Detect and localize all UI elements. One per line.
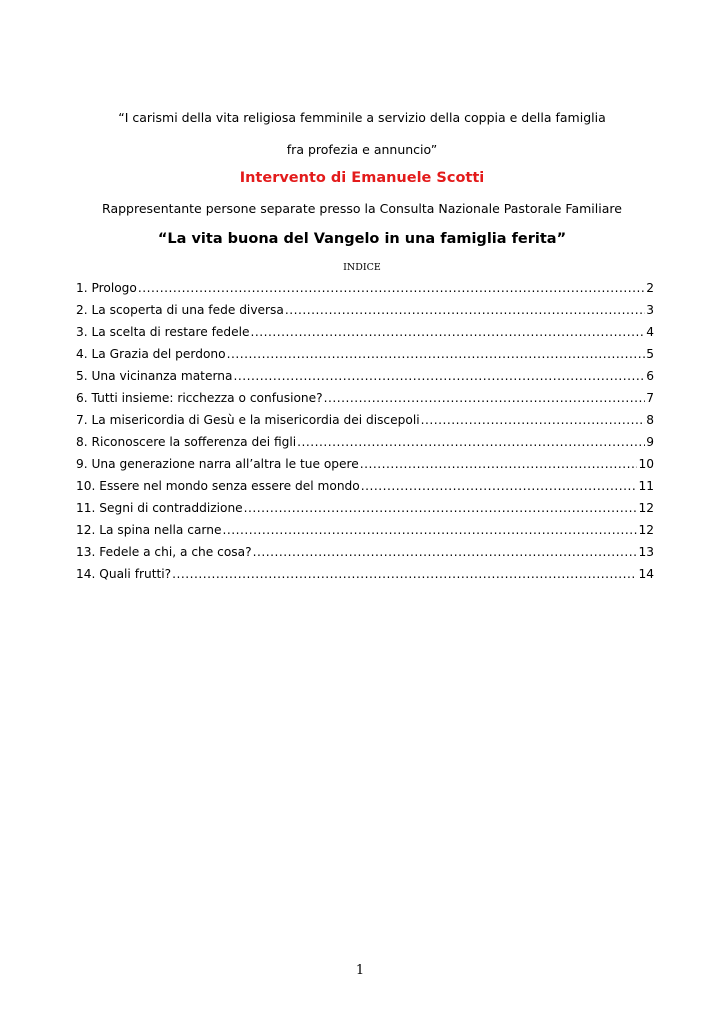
toc-leader-dots: [324, 391, 646, 405]
toc-entry-page: 14: [638, 567, 654, 581]
toc-entry[interactable]: [76, 435, 654, 457]
toc-entry-label: 12. La spina nella carne: [76, 523, 222, 537]
page-number: 1: [355, 963, 365, 978]
toc-entry-label: 2. La scoperta di una fede diversa: [76, 303, 284, 317]
toc-entry[interactable]: [76, 501, 654, 523]
toc-leader-dots: [222, 523, 637, 537]
toc-entry-label: 8. Riconoscere la sofferenza dei figli: [76, 435, 297, 449]
toc-leader-dots: [360, 457, 638, 471]
toc-entry[interactable]: [76, 523, 654, 545]
toc-entry-label: 11. Segni di contraddizione: [76, 501, 243, 515]
toc-entry-label: 5. Una vicinanza materna: [76, 369, 233, 383]
toc-entry-label: 4. La Grazia del perdono: [76, 347, 226, 361]
toc-entry-page: 5: [646, 347, 654, 361]
toc-entry-page: 11: [638, 479, 654, 493]
toc-entry[interactable]: [76, 325, 654, 347]
conference-title-line-1: “I carismi della vita religiosa femminile a servizio della coppia e della famiglia: [118, 110, 606, 125]
toc-leader-dots: [227, 347, 646, 361]
toc-entry-page: 10: [638, 457, 654, 471]
toc-leader-dots: [172, 567, 637, 581]
toc-entry-page: 9: [646, 435, 654, 449]
toc-leader-dots: [253, 545, 638, 559]
toc-entry-page: 2: [646, 281, 654, 295]
toc-entry-label: 1. Prologo: [76, 281, 137, 295]
conference-title-line-2: fra profezia e annuncio”: [286, 142, 438, 157]
toc-entry-page: 3: [646, 303, 654, 317]
toc-entry[interactable]: [76, 303, 654, 325]
toc-entry[interactable]: [76, 457, 654, 479]
table-of-contents: [76, 281, 654, 589]
toc-entry-label: 6. Tutti insieme: ricchezza o confusione?: [76, 391, 323, 405]
speaker-role: Rappresentante persone separate presso la Consulta Nazionale Pastorale Familiare: [102, 201, 622, 216]
toc-leader-dots: [421, 413, 646, 427]
toc-entry[interactable]: [76, 391, 654, 413]
toc-entry-label: 3. La scelta di restare fedele: [76, 325, 250, 339]
toc-entry-page: 12: [638, 523, 654, 537]
toc-entry[interactable]: [76, 281, 654, 303]
toc-leader-dots: [251, 325, 646, 339]
toc-entry[interactable]: [76, 347, 654, 369]
toc-entry-page: 6: [646, 369, 654, 383]
toc-leader-dots: [233, 369, 645, 383]
toc-entry[interactable]: [76, 545, 654, 567]
toc-entry-label: 7. La misericordia di Gesù e la misericordia dei discepoli: [76, 413, 420, 427]
toc-leader-dots: [285, 303, 645, 317]
toc-entry[interactable]: [76, 479, 654, 501]
toc-entry-label: 10. Essere nel mondo senza essere del mondo: [76, 479, 360, 493]
toc-entry-page: 12: [638, 501, 654, 515]
toc-leader-dots: [361, 479, 638, 493]
speaker-heading: Intervento di Emanuele Scotti: [239, 170, 485, 186]
toc-entry-label: 13. Fedele a chi, a che cosa?: [76, 545, 252, 559]
toc-entry[interactable]: [76, 413, 654, 435]
talk-title: “La vita buona del Vangelo in una famiglia ferita”: [157, 231, 567, 247]
toc-entry[interactable]: [76, 369, 654, 391]
toc-leader-dots: [138, 281, 645, 295]
toc-leader-dots: [244, 501, 638, 515]
toc-entry[interactable]: [76, 567, 654, 589]
index-title: INDICE: [343, 262, 381, 273]
toc-entry-page: 13: [638, 545, 654, 559]
toc-entry-page: 4: [646, 325, 654, 339]
toc-entry-label: 14. Quali frutti?: [76, 567, 172, 581]
toc-entry-page: 7: [646, 391, 654, 405]
toc-leader-dots: [297, 435, 645, 449]
toc-entry-label: 9. Una generazione narra all’altra le tue opere: [76, 457, 359, 471]
toc-entry-page: 8: [646, 413, 654, 427]
